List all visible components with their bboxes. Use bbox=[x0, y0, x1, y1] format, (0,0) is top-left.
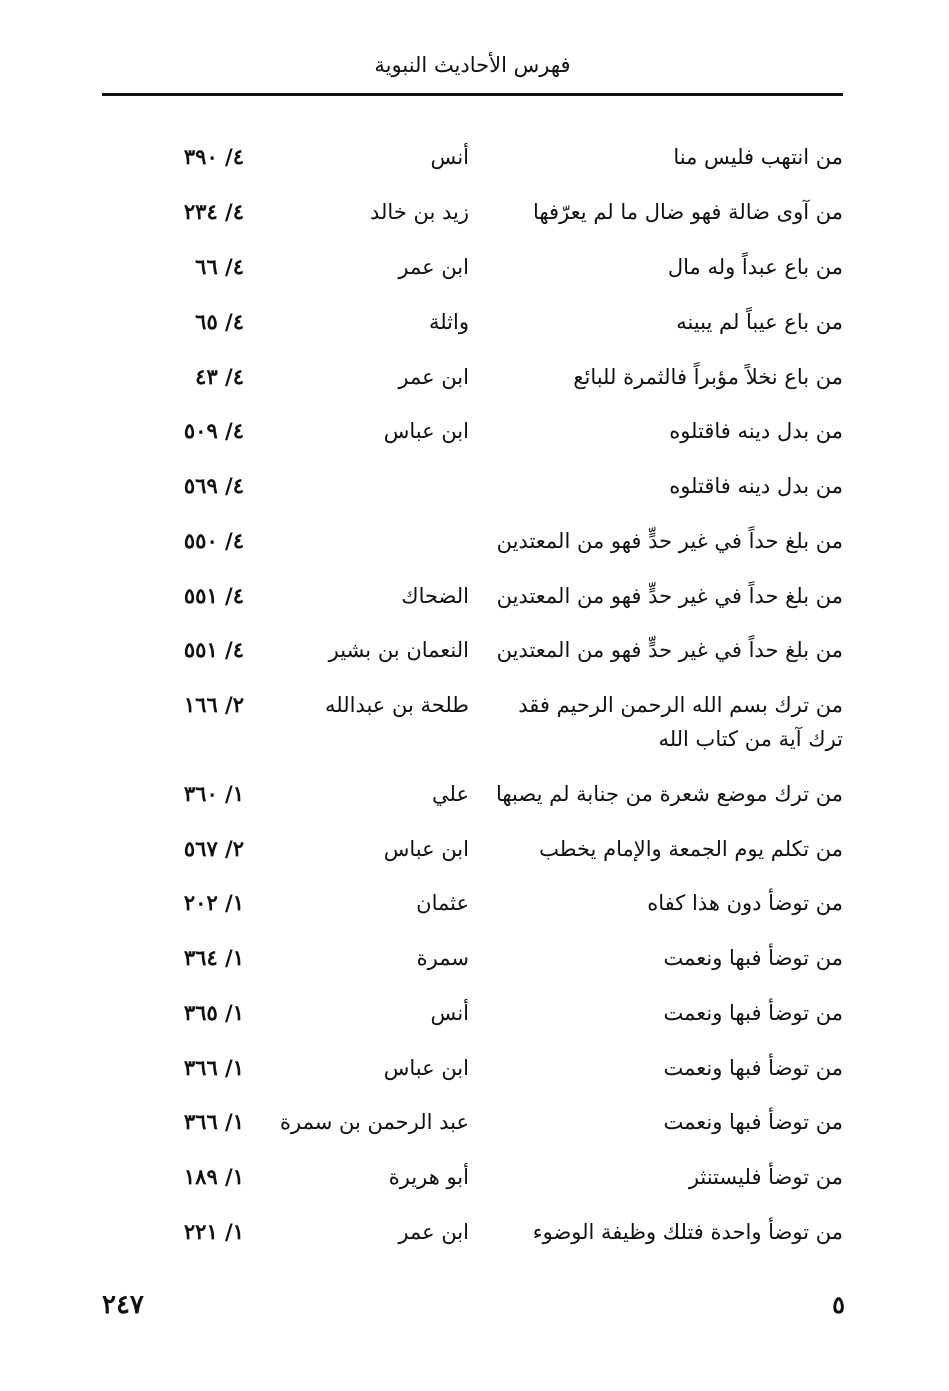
volume-page-ref: ٤/ ٦٦ bbox=[195, 254, 244, 279]
index-entry bbox=[102, 996, 843, 1056]
narrator-name: زيد بن خالد bbox=[370, 200, 469, 224]
volume-page-ref: ٤/ ٥٠٩ bbox=[183, 418, 244, 443]
narrator-name: عبد الرحمن بن سمرة bbox=[280, 1110, 469, 1134]
volume-page-ref: ١/ ٣٦٦ bbox=[183, 1055, 244, 1080]
index-entry bbox=[102, 140, 843, 200]
narrator-name: ابن عمر bbox=[398, 1220, 469, 1244]
volume-page-ref: ٤/ ٥٥٠ bbox=[183, 528, 244, 553]
index-entry bbox=[102, 1160, 843, 1220]
narrator-name: أنس bbox=[430, 1001, 469, 1025]
narrator-name: علي bbox=[432, 782, 469, 806]
hadith-text: من بلغ حداً في غير حدٍّ فهو من المعتدين bbox=[496, 638, 843, 662]
volume-page-ref: ١/ ٣٦٠ bbox=[183, 781, 244, 806]
narrator-name: ابن عمر bbox=[398, 365, 469, 389]
hadith-text: من ترك بسم الله الرحمن الرحيم فقد ترك آية من كتاب الله bbox=[518, 693, 843, 751]
narrator-name: عثمان bbox=[416, 891, 469, 915]
hadith-text: من بلغ حداً في غير حدٍّ فهو من المعتدين bbox=[496, 529, 843, 553]
hadith-text: من توضأ دون هذا كفاه bbox=[647, 891, 843, 915]
page-number-right: ٥ bbox=[832, 1290, 845, 1319]
hadith-text: من بدل دينه فاقتلوه bbox=[669, 419, 843, 443]
running-head: فهرس الأحاديث النبوية bbox=[374, 53, 571, 77]
hadith-text: من ترك موضع شعرة من جنابة لم يصبها bbox=[495, 782, 843, 806]
index-entry bbox=[102, 1051, 843, 1111]
index-entry bbox=[102, 777, 843, 837]
index-entry bbox=[102, 524, 843, 584]
narrator-name: ابن عباس bbox=[383, 837, 469, 861]
volume-page-ref: ٤/ ٦٥ bbox=[195, 309, 244, 334]
volume-page-ref: ٤/ ٥٥١ bbox=[183, 583, 244, 608]
index-entry bbox=[102, 1215, 843, 1275]
volume-page-ref: ١/ ١٨٩ bbox=[183, 1164, 244, 1189]
index-entry bbox=[102, 688, 843, 768]
hadith-text: من باع عيباً لم يبينه bbox=[676, 310, 843, 334]
hadith-text: من توضأ واحدة فتلك وظيفة الوضوء bbox=[532, 1220, 843, 1244]
index-entry bbox=[102, 305, 843, 365]
index-entry bbox=[102, 360, 843, 420]
index-entry bbox=[102, 941, 843, 1001]
volume-page-ref: ٤/ ٢٣٤ bbox=[183, 199, 244, 224]
hadith-index-list bbox=[102, 0, 843, 1391]
index-entry bbox=[102, 633, 843, 693]
hadith-text: من توضأ فبها ونعمت bbox=[663, 1110, 843, 1134]
hadith-text: من انتهب فليس منا bbox=[673, 145, 843, 169]
hadith-text: من بدل دينه فاقتلوه bbox=[669, 474, 843, 498]
index-entry bbox=[102, 832, 843, 892]
index-entry bbox=[102, 1105, 843, 1165]
narrator-name: الضحاك bbox=[401, 584, 469, 608]
volume-page-ref: ٤/ ٥٥١ bbox=[183, 637, 244, 662]
hadith-text: من باع عبداً وله مال bbox=[667, 255, 843, 279]
volume-page-ref: ٢/ ١٦٦ bbox=[183, 692, 244, 717]
volume-page-ref: ١/ ٣٦٤ bbox=[183, 945, 244, 970]
hadith-text: من باع نخلاً مؤبراً فالثمرة للبائع bbox=[573, 365, 843, 389]
narrator-name: واثلة bbox=[428, 310, 469, 334]
volume-page-ref: ٤/ ٣٩٠ bbox=[183, 144, 244, 169]
volume-page-ref: ١/ ٢٢١ bbox=[183, 1219, 244, 1244]
volume-page-ref: ١/ ٢٠٢ bbox=[183, 890, 244, 915]
index-entry bbox=[102, 469, 843, 529]
index-entry bbox=[102, 195, 843, 255]
volume-page-ref: ٤/ ٤٣ bbox=[195, 364, 244, 389]
index-entry bbox=[102, 886, 843, 946]
index-entry bbox=[102, 414, 843, 474]
volume-page-ref: ١/ ٣٦٦ bbox=[183, 1109, 244, 1134]
index-entry bbox=[102, 579, 843, 639]
narrator-name: سمرة bbox=[416, 946, 469, 970]
narrator-name: أبو هريرة bbox=[388, 1165, 469, 1189]
hadith-text: من توضأ فبها ونعمت bbox=[663, 1056, 843, 1080]
hadith-text: من توضأ فبها ونعمت bbox=[663, 946, 843, 970]
hadith-text: من بلغ حداً في غير حدٍّ فهو من المعتدين bbox=[496, 584, 843, 608]
index-entry bbox=[102, 250, 843, 310]
page-number-left: ٢٤٧ bbox=[102, 1290, 144, 1320]
narrator-name: النعمان بن بشير bbox=[328, 638, 469, 662]
volume-page-ref: ١/ ٣٦٥ bbox=[183, 1000, 244, 1025]
narrator-name: أنس bbox=[430, 145, 469, 169]
narrator-name: ابن عباس bbox=[383, 419, 469, 443]
hadith-text: من تكلم يوم الجمعة والإمام يخطب bbox=[539, 837, 843, 861]
hadith-text: من توضأ فليستنثر bbox=[688, 1165, 843, 1189]
narrator-name: ابن عباس bbox=[383, 1056, 469, 1080]
volume-page-ref: ٤/ ٥٦٩ bbox=[183, 473, 244, 498]
narrator-name: ابن عمر bbox=[398, 255, 469, 279]
volume-page-ref: ٢/ ٥٦٧ bbox=[183, 836, 244, 861]
hadith-text: من توضأ فبها ونعمت bbox=[663, 1001, 843, 1025]
hadith-text: من آوى ضالة فهو ضال ما لم يعرّفها bbox=[532, 200, 843, 224]
narrator-name: طلحة بن عبدالله bbox=[325, 693, 469, 717]
